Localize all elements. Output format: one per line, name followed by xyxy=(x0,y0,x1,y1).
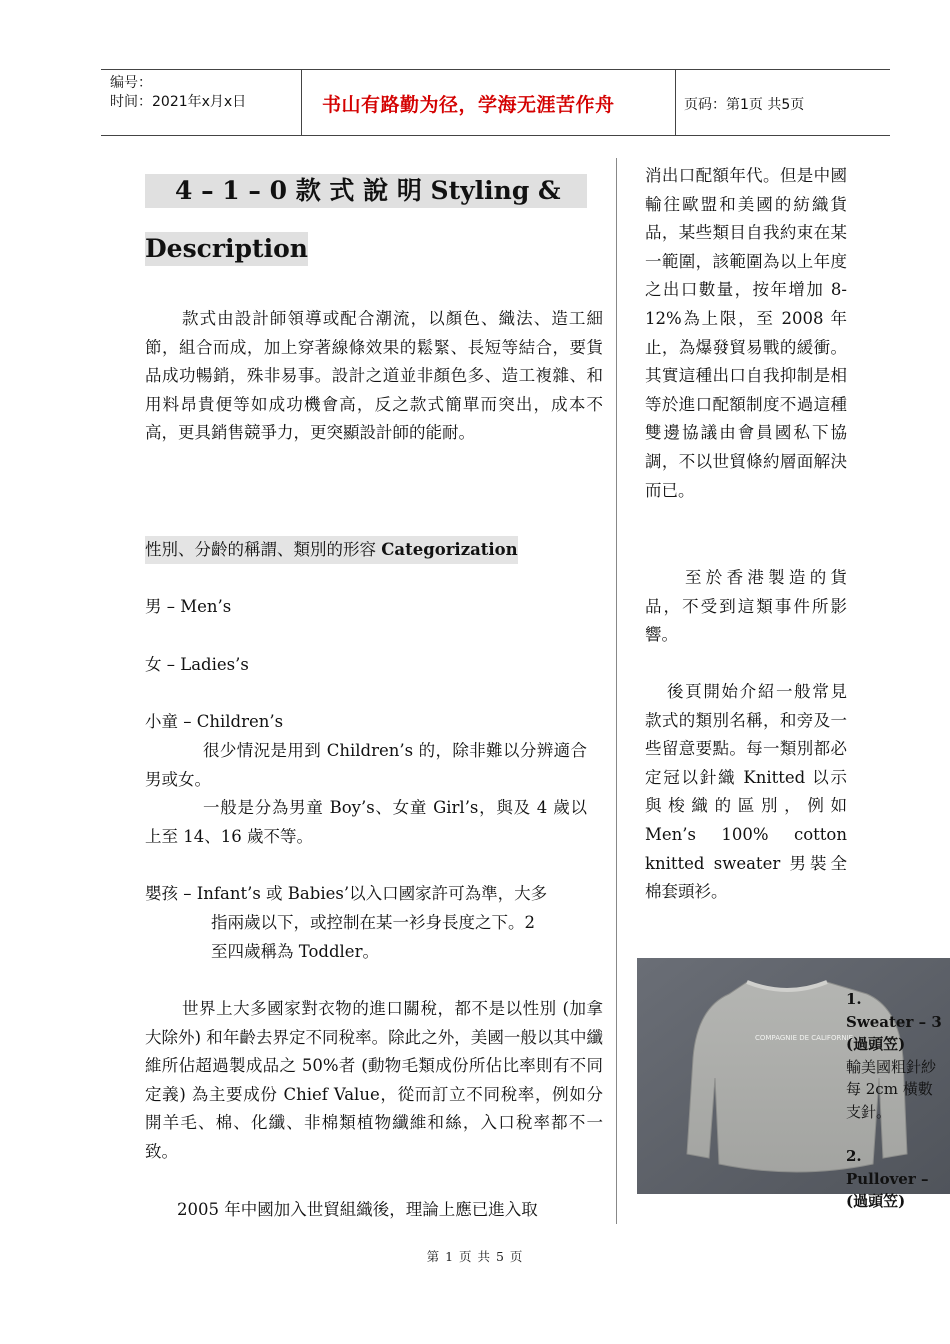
categorization-heading-en: Categorization xyxy=(381,540,518,559)
category-infant-line2: 指兩歲以下，或控制在某一衫身長度之下。2 xyxy=(211,913,535,932)
caption1-desc3: 支針。 xyxy=(846,1102,892,1121)
category-infant-line3: 至四歲稱為 Toddler。 xyxy=(211,942,379,961)
categorization-heading-zh: 性別、分齡的稱謂、類別的形容 xyxy=(145,540,376,559)
caption2-sub: (過頭笠) xyxy=(846,1192,906,1210)
photo-caption xyxy=(846,988,950,1213)
caption1-number: 1. xyxy=(846,990,862,1008)
header-time-label: 时间：2021年x月x日 xyxy=(110,94,247,110)
caption2-number: 2. xyxy=(846,1147,862,1165)
header-bottom-rule xyxy=(101,135,890,136)
caption1-desc2: 每 2cm 橫數 xyxy=(846,1080,933,1098)
header-number-label: 编号： xyxy=(110,75,152,91)
header-motto: 书山有路勤为径，学海无涯苦作舟 xyxy=(322,94,615,116)
category-infant-line1: 嬰孩 – Infant’s 或 Babies’以入口國家許可為準，大多 xyxy=(145,884,548,903)
header-page-label: 页码：第1页 共5页 xyxy=(684,97,805,113)
section-heading-line2: Description xyxy=(145,232,308,266)
header-top-rule xyxy=(101,69,890,70)
categorization-heading xyxy=(145,536,518,564)
caption1-desc1: 輸美國粗針紗 xyxy=(846,1057,937,1076)
children-note-1: 很少情況是用到 Children’s 的，除非難以分辨適合男或女。 xyxy=(145,741,587,789)
wto-paragraph-start: 2005 年中國加入世貿組織後，理論上應已進入取 xyxy=(177,1200,538,1219)
sweater-print: COMPAGNIE DE CALIFORNIE xyxy=(755,1034,854,1042)
caption2-title: Pullover – xyxy=(846,1169,929,1188)
category-children: 小童 – Children’s xyxy=(145,712,284,731)
next-pages-paragraph: 後頁開始介紹一般常見款式的類別名稱，和旁及一些留意要點。每一類別都必定冠以針織 Knitted 以示與梭織的區別，例如 Men’s 100% cotton knitted sweater 男裝全棉套頭衫。 xyxy=(645,682,847,902)
category-men: 男 – Men’s xyxy=(145,597,232,616)
tariff-paragraph: 世界上大多國家對衣物的進口關稅，都不是以性別 (加拿大除外) 和年齡去界定不同稅率。除此之外，美國一般以其中纖維所佔超過製成品之 50%者 (動物毛類成份所佔比率則有不同定義) 為主要成份 Chief Value，從而訂立不同稅率，例如分開羊毛、棉、化纖、非棉類植物纖維和絲，入口稅率都不一致。 xyxy=(145,999,603,1161)
caption1-sub: (過頭笠) xyxy=(846,1035,906,1053)
category-ladies: 女 – Ladies’s xyxy=(145,655,249,674)
section-heading-line1: 4 – 1 – 0 款 式 說 明 Styling & xyxy=(145,174,587,208)
column-divider xyxy=(616,158,617,1224)
intro-paragraph: 款式由設計師領導或配合潮流，以顏色、織法、造工細節，組合而成，加上穿著線條效果的鬆緊、長短等結合，要貨品成功暢銷，殊非易事。設計之道並非顏色多、造工複雜、和用料昂貴便等如成功機會高，反之款式簡單而突出，成本不高，更具銷售競爭力，更突顯設計師的能耐。 xyxy=(145,309,603,443)
page-footer: 第 1 页 共 5 页 xyxy=(426,1249,524,1264)
header-divider-left xyxy=(301,69,302,135)
hongkong-paragraph: 至於香港製造的貨品，不受到這類事件所影響。 xyxy=(645,568,847,645)
children-note-2: 一般是分為男童 Boy’s、女童 Girl’s，與及 4 歲以上至 14、16 歲不等。 xyxy=(145,798,587,846)
header-divider-right xyxy=(675,69,676,135)
caption1-title: Sweater – 3 xyxy=(846,1012,942,1031)
quota-paragraph: 消出口配額年代。但是中國輸往歐盟和美國的紡織貨品，某些類目自我約束在某一範圍，該範圍為以上年度之出口數量，按年增加 8-12%為上限，至 2008 年止，為爆發貿易戰的緩衝。其實這種出口自我抑制是相等於進口配額制度不過這種雙邊協議由會員國私下協調，不以世貿條約層面解決而已。 xyxy=(645,166,847,500)
